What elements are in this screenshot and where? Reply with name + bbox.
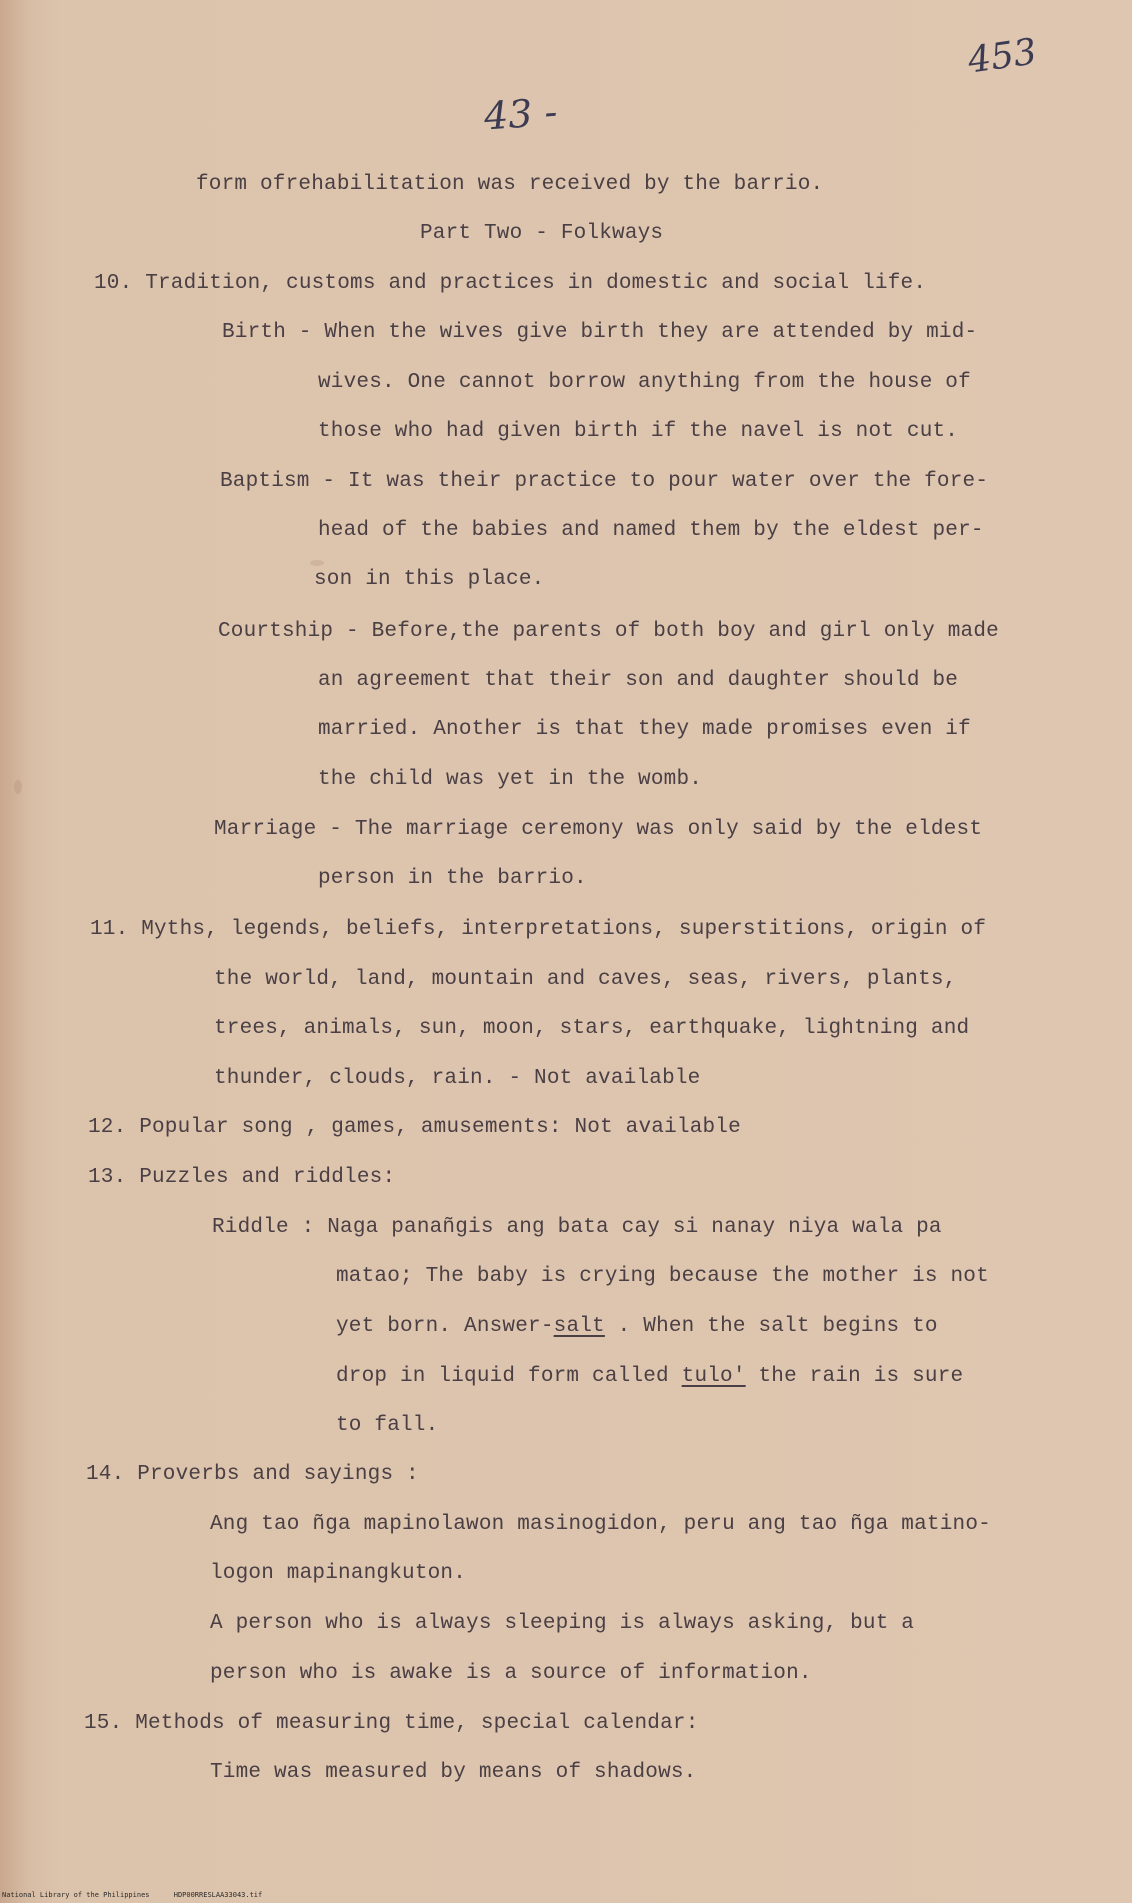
- item-heading: 14. Proverbs and sayings :: [86, 1463, 419, 1486]
- item-heading: 15. Methods of measuring time, special calendar:: [84, 1712, 699, 1735]
- text-line: Time was measured by means of shadows.: [210, 1761, 697, 1784]
- text-line: Baptism - It was their practice to pour water over the fore-: [220, 470, 989, 493]
- text-line: A person who is always sleeping is always asking, but a: [210, 1612, 915, 1635]
- text-line: son in this place.: [314, 568, 545, 591]
- text-line: logon mapinangkuton.: [210, 1562, 467, 1585]
- text-line: matao; The baby is crying because the mother is not: [336, 1265, 989, 1288]
- scan-footer: [2, 1891, 282, 1900]
- text-line: thunder, clouds, rain. - Not available: [214, 1067, 701, 1090]
- text-fragment: the rain is sure: [745, 1365, 964, 1388]
- text-line: the world, land, mountain and caves, seas, rivers, plants,: [214, 968, 957, 991]
- text-line: [336, 1314, 938, 1340]
- paper-stain: [14, 780, 22, 794]
- paper-stain: [310, 560, 324, 566]
- underlined-word: tulo': [681, 1365, 746, 1388]
- page-number: 43 -: [482, 89, 559, 139]
- text-line: form ofrehabilitation was received by the barrio.: [196, 173, 824, 196]
- text-line: person who is awake is a source of information.: [210, 1662, 812, 1685]
- footer-file: HDP00RRESLAA33043.tif: [173, 1891, 263, 1899]
- text-line: head of the babies and named them by the eldest per-: [318, 519, 984, 542]
- text-line: Marriage - The marriage ceremony was only said by the eldest: [214, 818, 983, 841]
- text-line: an agreement that their son and daughter should be: [318, 669, 959, 692]
- text-line: the child was yet in the womb.: [318, 768, 703, 791]
- underlined-answer: salt: [553, 1315, 605, 1338]
- item-heading: 11. Myths, legends, beliefs, interpretations, superstitions, origin of: [90, 918, 987, 941]
- text-fragment: yet born. Answer-: [336, 1315, 554, 1338]
- text-fragment: drop in liquid form called: [336, 1365, 682, 1388]
- text-line: those who had given birth if the navel is not cut.: [318, 420, 959, 443]
- item-heading: 12. Popular song , games, amusements: Not available: [88, 1116, 741, 1139]
- text-line: to fall.: [336, 1414, 439, 1437]
- text-line: [336, 1364, 963, 1390]
- text-line: wives. One cannot borrow anything from the house of: [318, 371, 971, 394]
- text-line: Riddle : Naga panañgis ang bata cay si nanay niya wala pa: [212, 1216, 942, 1239]
- text-line: Ang tao ñga mapinolawon masinogidon, peru ang tao ñga matino-: [210, 1513, 991, 1536]
- text-fragment: . When the salt begins to: [604, 1315, 938, 1338]
- section-heading: Part Two - Folkways: [420, 222, 664, 245]
- text-line: Birth - When the wives give birth they are attended by mid-: [222, 321, 978, 344]
- text-line: trees, animals, sun, moon, stars, earthquake, lightning and: [214, 1017, 970, 1040]
- item-heading: 10. Tradition, customs and practices in domestic and social life.: [94, 272, 927, 295]
- text-line: person in the barrio.: [318, 867, 587, 890]
- text-line: Courtship - Before,the parents of both boy and girl only made: [218, 620, 999, 643]
- footer-library: National Library of the Philippines: [2, 1891, 150, 1899]
- text-line: married. Another is that they made promises even if: [318, 718, 971, 741]
- item-heading: 13. Puzzles and riddles:: [88, 1166, 396, 1189]
- archive-stamp-number: 453: [965, 31, 1040, 82]
